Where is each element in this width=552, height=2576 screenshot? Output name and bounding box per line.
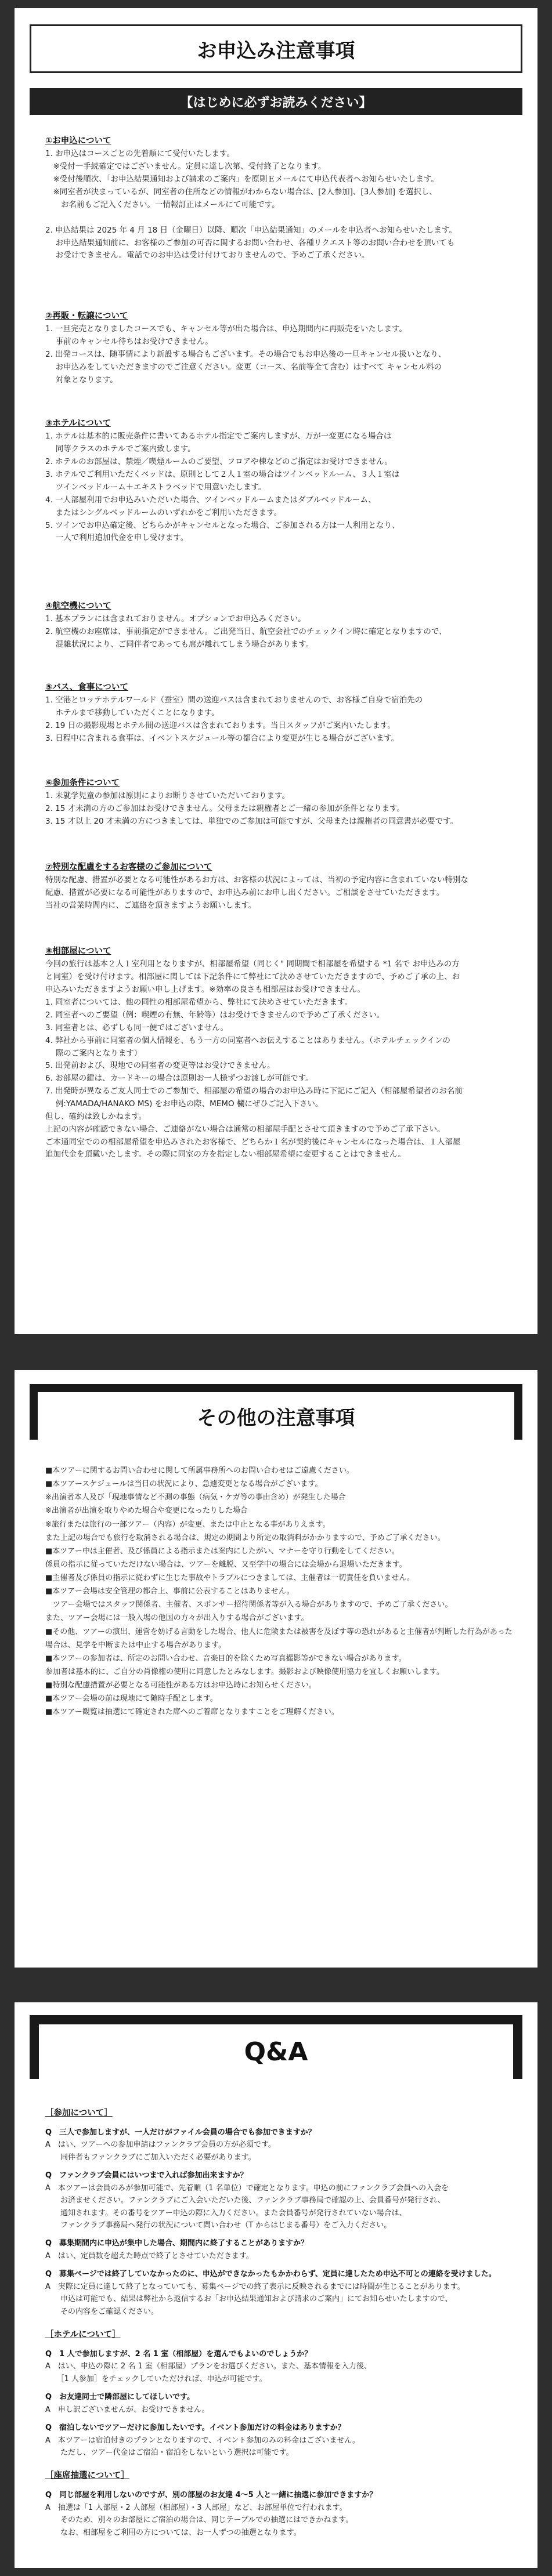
- qa-question: Q 募集ページでは終了していなかったのに、申込ができなかったもかかわらず、定員に達したため申込不可との連絡を受けました。: [45, 2270, 496, 2279]
- section-body: [45, 694, 510, 745]
- section-line: ※同室者が決まっているが、同室者の住所などの情報がわからない場合は、[2人参加]、[3人参加] を選択し、: [45, 187, 437, 197]
- section-line: 5. 出発前および、現地での同室者の変更等はお受けできません。: [45, 1061, 275, 1071]
- section-line: 1. 一旦完売となりましたコースでも、キャンセル等が出た場合は、申込期間内に再販売をいたします。: [45, 324, 407, 334]
- section-line: 2. 同室者へのご要望（例：喫煙の有無、年齢等）はお受けできませんので予めご了承ください。: [45, 1010, 385, 1020]
- section-body: [45, 323, 510, 386]
- section-line: 配慮、措置が必要になる可能性がありますので、お申込み前にお申し出ください。ご相談をさせていただきます。: [45, 888, 445, 898]
- section-line: 1. 空港とロッテホテルワールド（蚕室）間の送迎バスは含まれておりませんので、お客様ご自身で宿泊先の: [45, 695, 423, 705]
- section-line: 3. 15 才以上 20 才未満の方につきましては、単独でのご参加は可能ですが、父母または親権者の同意書が必要です。: [45, 817, 459, 827]
- qa-answer-line: 通知されます。その番号をツアー申込の際に入力ください。また会員番号が発行されていない場合は、: [45, 2208, 407, 2218]
- section-line: ホテルまで移動していただくことになります。: [45, 708, 219, 718]
- section-line: 混雑状況により、ご同伴者であっても席が離れてしまう場合があります。: [45, 640, 314, 650]
- section-heading: ⑧相部屋について: [45, 947, 111, 956]
- section-line: 2. ホテルのお部屋は、禁煙／喫煙ルームのご要望、フロアや棟などのご指定はお受けできません。: [45, 457, 392, 467]
- section-line: 2. 航空機のお座席は、事前指定ができません。ご出発当日、航空会社でのチェックイン時に確定となりますので、: [45, 627, 447, 637]
- qa-question: Q お友達同士で隣部屋にしてほしいです。: [45, 2393, 195, 2402]
- section-line: 但し、確約は致しかねます。: [45, 1111, 147, 1121]
- qa-answer-line: A 抽選は「1 人部屋・2 人部屋（相部屋）・3 人部屋」など、お部屋単位で行われます。: [45, 2503, 347, 2512]
- section-line: 1. 基本プランには含まれておりません。オプションでお申込みください。: [45, 614, 306, 624]
- qa-answer-line: A はい、定員数を超えた時点で終了とさせていただきます。: [45, 2251, 254, 2260]
- section-7: [45, 861, 510, 912]
- other-note-line: ■本ツアー中は主催者、及び係員による指示または案内にしたがい、マナーを守り行動をしてください。: [45, 1546, 399, 1556]
- section-line: 4. 一人部屋利用でお申込みいただいた場合、ツインベッドルームまたはダブルベッドルーム、: [45, 495, 376, 505]
- section-line: [45, 212, 510, 224]
- other-note-line: ■特別な配慮措置が必要となる可能性がある方はお申込時にお知らせください。: [45, 1681, 316, 1690]
- section-body: [45, 790, 510, 828]
- qa-question: Q 1 人で参加しますが、2 名 1 室（相部屋）を選んでもよいのでしょうか？: [45, 2349, 312, 2358]
- qa-question: Q 募集期間内に申込が集中した場合、期間内に終了することがありますか？: [45, 2239, 309, 2248]
- section-line: お受けできません。電話でのお申込は受け付けておりませんので、予めご了承ください。: [45, 251, 370, 260]
- section-line: 申込みいただきますようお願い申し上げます。※効率の良さも相部屋はお受けできません。: [45, 985, 366, 995]
- qa-answer-line: ［1 人参加］をチェックしていただければ、申込が可能です。: [45, 2374, 267, 2383]
- qa-answer-line: ただし、ツアー代金はご宿泊・宿泊をしないという選択は可能です。: [45, 2448, 294, 2458]
- qa-answer-line: A 本ツアーは会員のみが参加可能で、先着順（1 名単位）で確定となります。申込の前にファンクラブ会員への入会を: [45, 2183, 449, 2193]
- section-line: 3. 日程中に含まれる食事は、イベントスケジュール等の都合により変更が生じる場合がございます。: [45, 734, 399, 744]
- section-5: [45, 681, 510, 745]
- section-2: [45, 310, 510, 387]
- section-line: 事前のキャンセル待ちはお受けできません。: [45, 337, 213, 347]
- section-line: 当社の営業時間内に、ご連絡を頂きますようお願いします。: [45, 901, 257, 911]
- section-heading: ②再販・転譲について: [45, 311, 128, 321]
- section-line: 上記の内容が確認できない場合、ご連絡がない場合は通常の相部屋手配とさせて頂きますので予めご了承下さい。: [45, 1124, 445, 1134]
- qa-list: [45, 2107, 515, 2539]
- qa-question: Q 同じ部屋を利用しないのですが、別の部屋のお友達 4～5 人と一緒に抽選に参加できますか？: [45, 2491, 377, 2500]
- section-line: 2. 15 才未満の方のご参加はお受けできません。父母または親権者とご一緒の参加が条件となります。: [45, 804, 405, 814]
- section-line: 際のご案内となります）: [45, 1048, 142, 1058]
- section-line: 特別な配慮、措置が必要となる可能性があるお方は、お客様の状況によっては、当初の予定内容に含まれていない特別な: [45, 875, 468, 885]
- section-line: 今回の旅行は基本２人１室利用となりますが、相部屋希望（同じく" 同期間で相部屋を希望する *1 名で お申込みの方: [45, 959, 460, 969]
- other-note-line: また、ツアー会場には一般入場の他国の方々が出入りする場合がございます。: [45, 1614, 309, 1623]
- qa-title: Q&A: [30, 2015, 522, 2079]
- other-note-line: ■主催者及び係員の指示に従わずに生じた事故やトラブルにつきましては、主催者は一切責任を負いません。: [45, 1574, 415, 1582]
- section-line: 6. お部屋の鍵は、カードキーの場合は原則お一人様ずつお渡しが可能です。: [45, 1074, 313, 1084]
- qa-answer-line: なお、相部屋をご利用の方については、お一人ずつの抽選となります。: [45, 2528, 301, 2537]
- qa-category: ［座席抽選について］: [45, 2471, 129, 2481]
- other-note-line: ■本ツアーの参加者は、所定のお問い合わせ、音楽目的を除くため写真撮影等ができない場合があります。: [45, 1654, 406, 1663]
- qa-answer-line: その内容をご確認ください。: [45, 2307, 159, 2316]
- section-line: ご本通同室でのの相部屋希望を申込みされたお客様で、どちらか１名が契約後にキャンセルになった場合は、１人部屋: [45, 1137, 461, 1147]
- section-heading: ①お申込について: [45, 136, 111, 146]
- qa-answer-line: A 申し訳ございませんが、お受けできません。: [45, 2405, 210, 2414]
- other-notes-list: [45, 1464, 515, 1719]
- section-line: 2. 申込結果は 2025 年 4 月 18 日（金曜日）以降、順次「申込結果通知」のメールを申込者へお知らせいたします。: [45, 225, 457, 235]
- qa-answer-line: お済ませください。ファンクラブにご入会いただいた後、ファンクラブ事務局で確認の上、会員番号が発行され、: [45, 2196, 445, 2205]
- other-note-line: ※旅行または旅行の一部ツアー（内容）が変更、または中止となる事がありえます。: [45, 1520, 330, 1529]
- section-8: [45, 945, 510, 1161]
- section-line: 同等クラスのホテルでご案内致します。: [45, 444, 196, 454]
- section-heading: ⑦特別な配慮をするお客様のご参加について: [45, 863, 212, 872]
- other-note-line: 場合は、見学を中断または中止する場合があります。: [45, 1640, 226, 1650]
- page-title: お申込み注意事項: [30, 24, 522, 73]
- section-line: 追加代金を頂戴いたします。その際に同室の方を指定しない相部屋希望に変更することはできません。: [45, 1150, 406, 1160]
- section-body: [45, 958, 510, 1161]
- other-note-line: ■本ツアー会場は安全管理の都合上、事前に公表することはありません。: [45, 1587, 294, 1596]
- section-line: 1. 未就学児童の参加は原則によりお断りさせていただいております。: [45, 791, 290, 801]
- section-line: 5. ツインでお申込確定後、どちらかがキャンセルとなった場合、ご参加される方は一人利用となり、: [45, 520, 400, 530]
- section-body: [45, 430, 510, 545]
- other-note-line: ■本ツアースケジュールは当日の状況により、急遽変更となる場合がございます。: [45, 1480, 323, 1489]
- other-notes-title: その他の注意事項: [30, 1384, 522, 1440]
- other-notes-panel: [15, 1370, 537, 1968]
- section-line: 対象となります。: [45, 375, 118, 385]
- qa-answer-line: A 本ツアーは宿泊付きのプランとなりますので、イベント参加のみの料金はございません。: [45, 2436, 360, 2445]
- qa-answer-line: A はい、ツアーへの参加申請はファンクラブ会員の方が必須です。: [45, 2140, 276, 2150]
- other-note-line: また上記の場合でも旅行を取消される場合は、規定の期間より所定の取消料がかかりますので、予めご了承ください。: [45, 1533, 445, 1542]
- section-line: 2. 出発コースは、随事情により新設する場合もございます。その場合でもお申込後の一旦キャンセル扱いとなり、: [45, 350, 446, 360]
- section-line: と同室）を受け付けます。相部屋に関しては下記条件にて弊社にて決めさせていただきますので、予めご了承の上、お: [45, 972, 460, 982]
- qa-category: ［ホテルについて］: [45, 2330, 121, 2340]
- section-heading: ⑤バス、食事について: [45, 683, 128, 692]
- qa-answer-line: A はい、申込の際に 2 名 1 室（相部屋）プランをお選びください。また、基本情報を入力後、: [45, 2362, 371, 2371]
- section-line: ※受付一手続確定ではございません。定員に達し次第、受付終了となります。: [45, 162, 326, 172]
- qa-category: ［参加について］: [45, 2108, 113, 2118]
- section-line: ツインベッドルーム＋エキストラベッドで用意いたします。: [45, 482, 266, 492]
- section-body: [45, 148, 510, 262]
- section-heading: ③ホテルについて: [45, 419, 111, 428]
- section-line: またはシングルベッドルームのいずれかをご利用いただきます。: [45, 508, 282, 517]
- other-note-line: ツアー会場ではスタッフ関係者、主催者、スポンサー招待関係者等が入る場合がありますので、予めご了承ください。: [45, 1600, 453, 1610]
- section-body: [45, 874, 510, 912]
- other-note-line: ■本ツアー観覧は抽選にて確定された席へのご着席となりますことをご理解ください。: [45, 1708, 339, 1717]
- application-notes-panel: [15, 8, 537, 1334]
- section-line: 1. 同室者については、他の同性の相部屋希望から、弊社にて決めさせていただきます。: [45, 998, 352, 1008]
- qa-answer-line: 同伴者もファンクラブにご加入いただく必要があります。: [45, 2153, 256, 2162]
- other-note-line: ■その他、ツアーの演出、運営を妨げる言動をした場合、他人に危険または被害を及ぼす等の恐れがあると主催者が判断した行為があった: [45, 1627, 513, 1636]
- other-note-line: 参加者は基本的に、ご自分の肖像権の使用に同意したとみなします。撮影および映像使用協力を宜しくお願いします。: [45, 1667, 444, 1676]
- section-line: 2. 19 日の撮影現場とホテル間の送迎バスは含まれております。当日スタッフがご案内いたします。: [45, 721, 395, 731]
- section-line: お申込結果通知前に、お客様のご参加の可否に関するお問い合わせ、各種リクエスト等のお問い合わせを頂いても: [45, 238, 455, 248]
- qa-panel: [15, 2002, 537, 2568]
- qa-question: Q ファンクラブ会員にはいつまで入れば参加出来ますか？: [45, 2171, 248, 2180]
- section-line: お申込みをしていただきますのでご注意ください。変更（コース、名前等全て含む）はすべて キャンセル料の: [45, 363, 442, 372]
- section-heading: ⑥参加条件について: [45, 778, 120, 788]
- section-6: [45, 777, 510, 828]
- section-line: ※受付後順次、「お申込結果通知および請求のご案内」を原則Ｅメールにて申込代表者へお知らせいたします。: [45, 175, 439, 184]
- section-body: [45, 613, 510, 651]
- section-line: お名前もご記入ください。一情報訂正はメールにて可能です。: [45, 200, 280, 209]
- other-note-line: ■本ツアー会場の前は現地にて随時手配とします。: [45, 1694, 218, 1704]
- section-1: [45, 135, 510, 262]
- section-line: 3. ホテルでご利用いただくベッドは、原則として２人１室の場合はツインベッドルーム、３人１室は: [45, 470, 400, 480]
- section-line: 1. ホテルは基本的に販売条件に書いてあるホテル指定でご案内しますが、万が一変更になる場合は: [45, 432, 392, 441]
- other-note-line: 係員の指示に従っていただけない場合は、ツアーを離脱、又至学中の場合には会場から退場いただきます。: [45, 1560, 407, 1569]
- section-line: 一人で利用追加代金を申し受けます。: [45, 533, 189, 543]
- other-note-line: ■本ツアーに関するお問い合わせに関して所属事務所へのお問い合わせはご遠慮ください。: [45, 1466, 354, 1475]
- section-line: 例:YAMADA/HANAKO MS) をお申込の際、MEMO 欄にぜひご記入下さい。: [45, 1099, 323, 1108]
- qa-answer-line: A 実際に定員に達して終了となっていても、募集ページでの終了表示に反映されるまでには時間が生じることがあります。: [45, 2282, 465, 2291]
- notice-banner: 【はじめに必ずお読みください】: [30, 88, 522, 115]
- qa-answer-line: ファンクラブ事務局へ発行の状況について問い合わせ（T からはじまる番号）をご入力ください。: [45, 2220, 392, 2230]
- section-3: [45, 417, 510, 545]
- qa-answer-line: そのため、別々のお部屋にご宿泊の場合は、同じテーブルでの抽選にはできかねます。: [45, 2516, 353, 2525]
- section-4: [45, 600, 510, 651]
- qa-question: Q 三人で参加しますが、一人だけがファイル会員の場合でも参加できますか？: [45, 2128, 316, 2137]
- section-heading: ④航空機について: [45, 602, 111, 611]
- section-line: 7. 出発時が異なるご友人同士でのご参加で、相部屋の希望の場合のお申込み時に下記にご記入（相部屋希望者のお名前: [45, 1086, 463, 1096]
- section-line: 1. お申込はコースごとの先着順にて受付いたします。: [45, 149, 234, 159]
- section-line: 4. 弊社から事前に同室者の個人情報を、もう一方の同室者へお伝えすることはありません。（ホテルチェックインの: [45, 1035, 450, 1045]
- other-note-line: ※出演者本人及び「現地事情など不測の事態（病気・ケガ等の事由含め）が発生した場合: [45, 1493, 346, 1502]
- qa-answer-line: 申込は可能でも、結果は弊社から返信するお「お申込結果通知および請求のご案内」にてお知らせいたしますので、: [45, 2295, 453, 2304]
- section-line: 3. 同室者とは、必ずしも同一便ではございません。: [45, 1023, 228, 1032]
- other-note-line: ※出演者が出演を取りやめた場合や変更になったりした場合: [45, 1506, 248, 1516]
- qa-question: Q 宿泊しないでツアーだけに参加したいです。イベント参加だけの料金はありますか？: [45, 2423, 345, 2433]
